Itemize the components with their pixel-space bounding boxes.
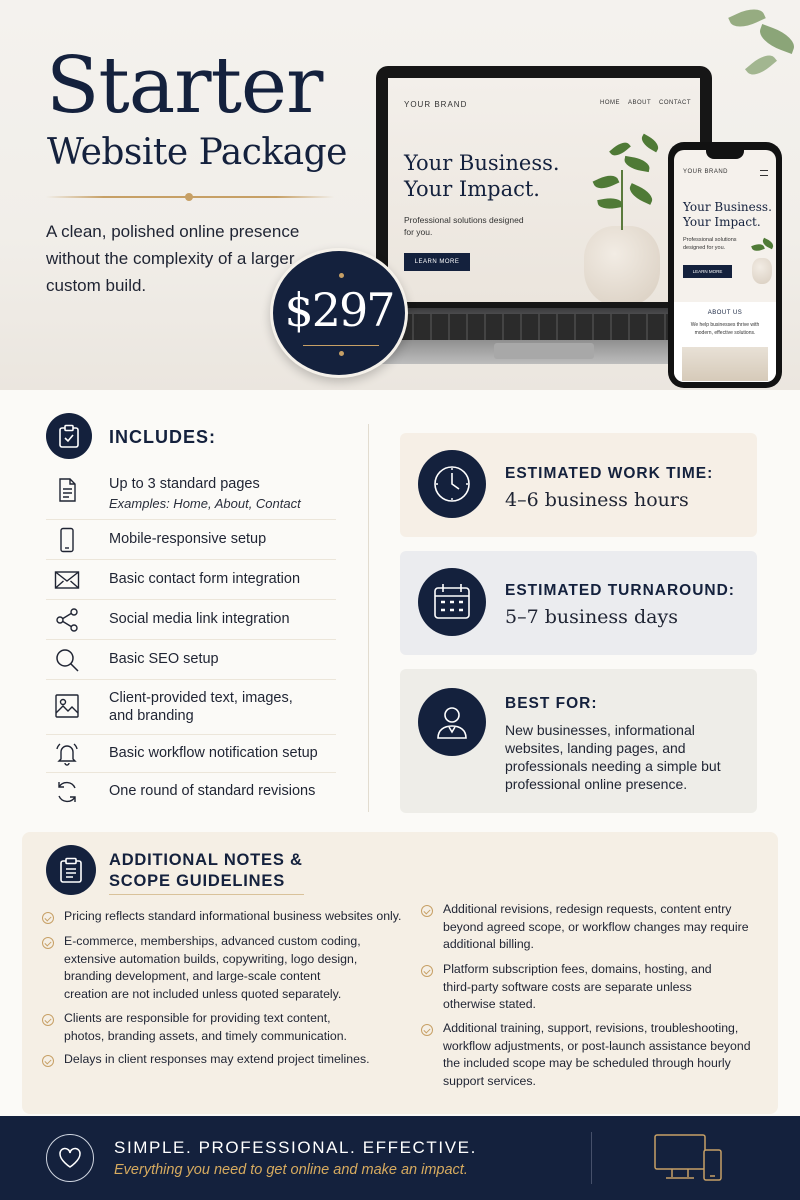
- envelope-icon: [54, 567, 80, 593]
- note-item: Platform subscription fees, domains, hosting, and third-party software costs are separate unless otherwise stated.: [443, 962, 712, 1012]
- mockup-brand: YOUR BRAND: [404, 100, 468, 109]
- include-item-client-content: [46, 680, 336, 735]
- check-icon: [42, 937, 54, 949]
- refresh-icon: [54, 779, 80, 805]
- work-time-value: 4–6 business hours: [505, 489, 689, 511]
- include-label: Client-provided text, images, and branding: [109, 690, 293, 724]
- mockup-nav-home: HOME: [600, 100, 620, 106]
- footer-tagline: Everything you need to get online and make an impact.: [114, 1162, 468, 1178]
- phone-learn-more-button: LEARN MORE: [683, 265, 732, 278]
- image-icon: [54, 693, 80, 719]
- best-for-title: BEST FOR:: [505, 695, 598, 712]
- footer-divider: [591, 1132, 592, 1184]
- turnaround-title: ESTIMATED TURNAROUND:: [505, 582, 735, 599]
- best-for-card: [400, 669, 757, 813]
- phone-screen: [674, 150, 776, 382]
- note-item: Delays in client responses may extend project timelines.: [64, 1052, 370, 1066]
- include-item-seo: [46, 640, 336, 680]
- footer-title: SIMPLE. PROFESSIONAL. EFFECTIVE.: [114, 1138, 477, 1157]
- heart-icon: [46, 1134, 94, 1182]
- turnaround-card: [400, 551, 757, 655]
- phone-mockup: [668, 142, 782, 388]
- check-icon: [42, 912, 54, 924]
- clipboard-list-icon: [46, 845, 96, 895]
- include-item-revisions: [46, 773, 336, 811]
- includes-title: INCLUDES:: [109, 427, 216, 447]
- note-item: Pricing reflects standard informational business websites only.: [64, 909, 402, 923]
- note-item: Additional training, support, revisions, troubleshooting, workflow adjustments, or post-launch assistance beyond the included scope may be scheduled through hourly support services.: [443, 1021, 751, 1088]
- notes-section: [22, 832, 778, 1114]
- clock-icon: [418, 450, 486, 518]
- check-icon: [42, 1014, 54, 1026]
- include-item-pages: [46, 465, 336, 520]
- include-item-social: [46, 600, 336, 640]
- divider-dot: [185, 193, 193, 201]
- note-item: E-commerce, memberships, advanced custom coding, extensive automation builds, copywriting, logo design, branding development, and large-scale content creation are not included unless quoted separately.: [64, 934, 361, 1001]
- price-value: $297: [284, 283, 394, 337]
- include-label: Social media link integration: [109, 611, 290, 627]
- include-label: Basic SEO setup: [109, 651, 219, 667]
- column-divider: [368, 424, 369, 812]
- notes-title-line1: ADDITIONAL NOTES &: [109, 851, 303, 869]
- mobile-icon: [54, 527, 80, 553]
- share-icon: [54, 607, 80, 633]
- clipboard-check-icon: [46, 413, 92, 459]
- mockup-headline: [404, 150, 560, 202]
- check-icon: [42, 1055, 54, 1067]
- document-icon: [54, 477, 80, 503]
- package-description: A clean, polished online presence without the complexity of a larger custom build.: [46, 222, 300, 295]
- best-for-text: New businesses, informational websites, landing pages, and professionals needing a simple but professional online presence.: [505, 722, 721, 792]
- phone-headline-line2: Your Impact.: [683, 215, 761, 229]
- price-badge: [270, 248, 408, 378]
- hero-section: [0, 0, 800, 390]
- include-label: Basic workflow notification setup: [109, 745, 318, 761]
- include-example: Examples: Home, About, Contact: [109, 496, 301, 511]
- include-label: Mobile-responsive setup: [109, 531, 267, 547]
- mockup-nav-about: ABOUT: [628, 100, 652, 106]
- laptop-mockup: [376, 66, 712, 366]
- mockup-headline-line2: Your Impact.: [404, 177, 540, 201]
- phone-about-text: We help businesses thrive with modern, effective solutions.: [690, 322, 760, 336]
- phone-brand: YOUR BRAND: [683, 169, 729, 175]
- hamburger-menu-icon: [760, 170, 768, 176]
- phone-about-title: ABOUT US: [707, 310, 743, 316]
- include-item-mobile: [46, 520, 336, 560]
- check-icon: [421, 905, 433, 917]
- phone-about-image: [682, 347, 768, 381]
- check-icon: [421, 965, 433, 977]
- package-title: Starter: [46, 41, 323, 131]
- check-icon: [421, 1024, 433, 1036]
- notes-title-divider: [109, 894, 304, 895]
- work-time-card: [400, 433, 757, 537]
- package-subtitle: Website Package: [47, 132, 347, 173]
- note-item: Additional revisions, redesign requests, content entry beyond agreed scope, or workflow changes may require additional billing.: [443, 902, 749, 952]
- calendar-icon: [418, 568, 486, 636]
- phone-about-section: [674, 302, 776, 382]
- phone-headline: [683, 200, 772, 230]
- notes-title-line2: SCOPE GUIDELINES: [109, 872, 285, 890]
- note-item: Clients are responsible for providing text content, photos, branding assets, and timely communication.: [64, 1011, 347, 1043]
- devices-icon: [654, 1134, 724, 1184]
- mockup-nav-contact: CONTACT: [659, 100, 692, 106]
- search-icon: [54, 647, 80, 673]
- bell-icon: [54, 741, 80, 767]
- turnaround-value: 5–7 business days: [505, 606, 678, 628]
- include-label: Basic contact form integration: [109, 571, 301, 587]
- work-time-title: ESTIMATED WORK TIME:: [505, 465, 714, 482]
- include-label: Up to 3 standard pages: [109, 476, 260, 492]
- mockup-learn-more-button: LEARN MORE: [404, 253, 470, 271]
- laptop-screen: [388, 78, 700, 302]
- notes-title: [109, 850, 303, 892]
- phone-subtext: Professional solutions designed for you.: [683, 237, 737, 251]
- footer: [0, 1116, 800, 1200]
- include-item-notification: [46, 735, 336, 773]
- phone-headline-line1: Your Business.: [683, 200, 772, 214]
- mockup-headline-line1: Your Business.: [404, 151, 560, 175]
- user-icon: [418, 688, 486, 756]
- mockup-subtext: Professional solutions designed for you.: [404, 215, 524, 237]
- include-label: One round of standard revisions: [109, 783, 316, 799]
- include-item-contact-form: [46, 560, 336, 600]
